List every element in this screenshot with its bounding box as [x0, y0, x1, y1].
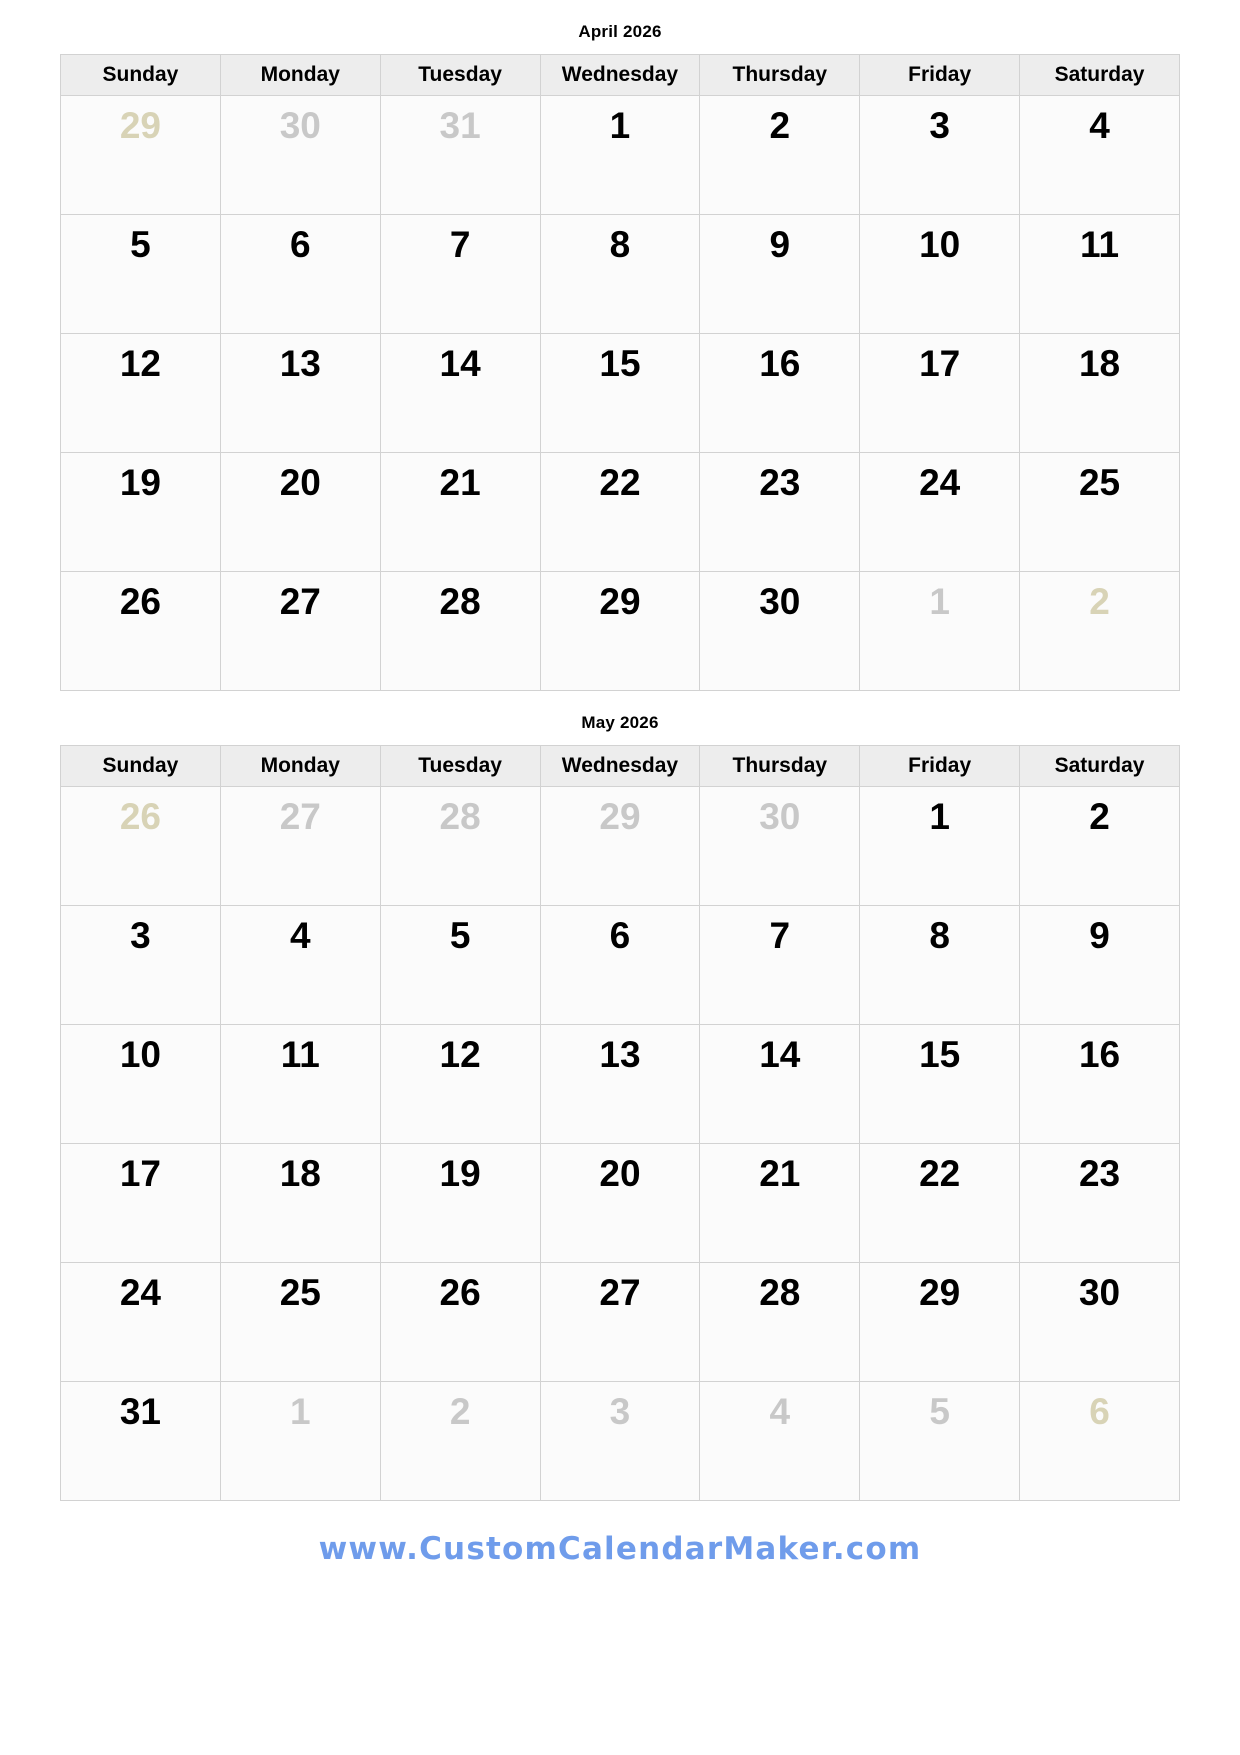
- day-number: 12: [119, 343, 161, 384]
- day-number: 19: [439, 1153, 481, 1194]
- calendar-day-cell[interactable]: [61, 453, 221, 572]
- calendar-day-cell[interactable]: [540, 1144, 700, 1263]
- day-number: 6: [1089, 1391, 1110, 1432]
- month-block-april: [60, 0, 1180, 691]
- calendar-week-row: [61, 572, 1180, 691]
- calendar-day-cell[interactable]: [220, 215, 380, 334]
- calendar-day-cell[interactable]: [700, 906, 860, 1025]
- calendar-day-cell[interactable]: [61, 215, 221, 334]
- calendar-day-cell[interactable]: [540, 1382, 700, 1501]
- day-number: 2: [1089, 796, 1110, 837]
- day-number: 3: [929, 105, 950, 146]
- day-number: 29: [599, 796, 641, 837]
- weekday-header-tuesday: Tuesday: [380, 55, 540, 96]
- calendar-day-cell[interactable]: [220, 1144, 380, 1263]
- weekday-header-thursday: Thursday: [700, 55, 860, 96]
- day-number: 16: [1078, 1034, 1121, 1075]
- calendar-day-cell[interactable]: [700, 572, 860, 691]
- calendar-day-cell[interactable]: [220, 1263, 380, 1382]
- website-link[interactable]: www.CustomCalendarMaker.com: [318, 1531, 922, 1567]
- day-number: 5: [449, 915, 471, 956]
- calendar-day-cell[interactable]: [540, 334, 700, 453]
- calendar-day-cell[interactable]: [61, 906, 221, 1025]
- day-number: 29: [919, 1272, 961, 1313]
- day-number: 2: [769, 105, 791, 146]
- calendar-day-cell[interactable]: [61, 96, 221, 215]
- weekday-header-monday: Monday: [220, 746, 380, 787]
- weekday-header-sunday: Sunday: [61, 746, 221, 787]
- calendar-day-cell[interactable]: [1020, 96, 1180, 215]
- day-number: 8: [609, 224, 631, 265]
- day-number: 23: [1078, 1153, 1121, 1194]
- day-number: 1: [289, 1391, 311, 1432]
- calendar-day-cell[interactable]: [700, 1382, 860, 1501]
- weekday-header-saturday: Saturday: [1020, 746, 1180, 787]
- calendar-day-cell[interactable]: [540, 453, 700, 572]
- day-number: 3: [130, 915, 151, 956]
- calendar-day-cell[interactable]: [1020, 215, 1180, 334]
- calendar-day-cell[interactable]: [380, 96, 540, 215]
- calendar-day-cell[interactable]: [380, 572, 540, 691]
- day-number: 19: [119, 462, 161, 503]
- calendar-week-row: [61, 1382, 1180, 1501]
- day-number: 10: [919, 224, 961, 265]
- calendar-day-cell[interactable]: [700, 1025, 860, 1144]
- day-number: 2: [449, 1391, 471, 1432]
- calendar-day-cell[interactable]: [860, 96, 1020, 215]
- month-block-may: [60, 691, 1180, 1501]
- day-number: 4: [289, 915, 311, 956]
- calendar-week-row: [61, 787, 1180, 906]
- calendar-day-cell[interactable]: [220, 1025, 380, 1144]
- day-number: 20: [279, 462, 321, 503]
- calendar-day-cell[interactable]: [860, 453, 1020, 572]
- calendar-week-row: [61, 96, 1180, 215]
- day-number: 18: [279, 1153, 321, 1194]
- day-number: 30: [759, 581, 801, 622]
- calendar-day-cell[interactable]: [540, 1025, 700, 1144]
- day-number: 8: [929, 915, 950, 956]
- day-number: 17: [919, 343, 961, 384]
- calendar-day-cell[interactable]: [540, 787, 700, 906]
- day-number: 2: [1089, 581, 1110, 622]
- day-number: 4: [1089, 105, 1110, 146]
- calendar-week-row: [61, 906, 1180, 1025]
- calendar-day-cell[interactable]: [380, 1263, 540, 1382]
- calendar-day-cell[interactable]: [1020, 787, 1180, 906]
- day-number: 7: [769, 915, 791, 956]
- calendar-day-cell[interactable]: [540, 906, 700, 1025]
- day-number: 14: [439, 343, 481, 384]
- day-number: 11: [280, 1034, 320, 1075]
- day-number: 5: [130, 224, 151, 265]
- calendar-week-row: [61, 1144, 1180, 1263]
- day-number: 26: [439, 1272, 481, 1313]
- day-number: 11: [1079, 224, 1120, 265]
- calendar-day-cell[interactable]: [220, 334, 380, 453]
- day-number: 14: [759, 1034, 801, 1075]
- calendar-day-cell[interactable]: [540, 572, 700, 691]
- calendar-day-cell[interactable]: [220, 906, 380, 1025]
- day-number: 30: [759, 796, 801, 837]
- day-number: 15: [919, 1034, 961, 1075]
- calendar-day-cell[interactable]: [220, 787, 380, 906]
- weekday-header-row: [61, 55, 1180, 96]
- calendar-day-cell[interactable]: [860, 572, 1020, 691]
- calendar-week-row: [61, 334, 1180, 453]
- calendar-day-cell[interactable]: [700, 215, 860, 334]
- day-number: 27: [599, 1272, 641, 1313]
- weekday-header-sunday: Sunday: [61, 55, 221, 96]
- calendar-day-cell[interactable]: [700, 453, 860, 572]
- day-number: 31: [119, 1391, 161, 1432]
- day-number: 27: [279, 796, 321, 837]
- calendar-day-cell[interactable]: [380, 787, 540, 906]
- day-number: 16: [759, 343, 801, 384]
- calendar-week-row: [61, 453, 1180, 572]
- calendar-day-cell[interactable]: [61, 1144, 221, 1263]
- day-number: 9: [1089, 915, 1110, 956]
- calendar-day-cell[interactable]: [700, 334, 860, 453]
- day-number: 6: [609, 915, 631, 956]
- calendar-day-cell[interactable]: [540, 215, 700, 334]
- calendar-day-cell[interactable]: [1020, 1025, 1180, 1144]
- calendar-day-cell[interactable]: [700, 787, 860, 906]
- calendar-day-cell[interactable]: [380, 453, 540, 572]
- day-number: 3: [609, 1391, 631, 1432]
- calendar-week-row: [61, 1263, 1180, 1382]
- calendar-day-cell[interactable]: [380, 906, 540, 1025]
- calendar-day-cell[interactable]: [61, 1382, 221, 1501]
- day-number: 25: [279, 1272, 321, 1313]
- calendar-body-may: [61, 787, 1180, 1501]
- calendar-day-cell[interactable]: [860, 1263, 1020, 1382]
- calendar-day-cell[interactable]: [61, 1263, 221, 1382]
- day-number: 10: [119, 1034, 161, 1075]
- calendar-day-cell[interactable]: [1020, 572, 1180, 691]
- day-number: 30: [1078, 1272, 1121, 1313]
- calendar-body-april: [61, 96, 1180, 691]
- calendar-day-cell[interactable]: [860, 1382, 1020, 1501]
- calendar-day-cell[interactable]: [540, 96, 700, 215]
- day-number: 22: [599, 462, 641, 503]
- calendar-day-cell[interactable]: [220, 453, 380, 572]
- day-number: 30: [279, 105, 321, 146]
- calendar-day-cell[interactable]: [220, 1382, 380, 1501]
- calendar-day-cell[interactable]: [220, 572, 380, 691]
- calendar-day-cell[interactable]: [1020, 1144, 1180, 1263]
- calendar-day-cell[interactable]: [380, 1382, 540, 1501]
- month-title: April 2026: [578, 22, 662, 41]
- weekday-header-saturday: Saturday: [1020, 55, 1180, 96]
- day-number: 1: [609, 105, 631, 146]
- calendar-day-cell[interactable]: [700, 96, 860, 215]
- calendar-day-cell[interactable]: [860, 1144, 1020, 1263]
- day-number: 24: [919, 462, 961, 503]
- day-number: 12: [439, 1034, 481, 1075]
- calendar-day-cell[interactable]: [860, 215, 1020, 334]
- day-number: 25: [1078, 462, 1121, 503]
- calendar-day-cell[interactable]: [61, 572, 221, 691]
- weekday-header-wednesday: Wednesday: [540, 55, 700, 96]
- day-number: 29: [599, 581, 641, 622]
- day-number: 31: [439, 105, 481, 146]
- calendar-day-cell[interactable]: [61, 334, 221, 453]
- day-number: 4: [769, 1391, 791, 1432]
- day-number: 13: [599, 1034, 641, 1075]
- calendar-day-cell[interactable]: [380, 334, 540, 453]
- calendar-day-cell[interactable]: [61, 787, 221, 906]
- calendar-day-cell[interactable]: [700, 1263, 860, 1382]
- weekday-header-thursday: Thursday: [700, 746, 860, 787]
- calendar-week-row: [61, 215, 1180, 334]
- calendar-day-cell[interactable]: [540, 1263, 700, 1382]
- day-number: 28: [759, 1272, 801, 1313]
- weekday-header-monday: Monday: [220, 55, 380, 96]
- calendar-day-cell[interactable]: [1020, 334, 1180, 453]
- month-title: May 2026: [581, 713, 659, 732]
- day-number: 23: [759, 462, 801, 503]
- calendar-day-cell[interactable]: [700, 1144, 860, 1263]
- calendar-day-cell[interactable]: [380, 1144, 540, 1263]
- day-number: 7: [449, 224, 471, 265]
- day-number: 27: [279, 581, 321, 622]
- day-number: 1: [929, 581, 950, 622]
- day-number: 15: [599, 343, 641, 384]
- calendar-day-cell[interactable]: [1020, 906, 1180, 1025]
- day-number: 28: [439, 796, 481, 837]
- calendar-day-cell[interactable]: [380, 215, 540, 334]
- day-number: 24: [119, 1272, 161, 1313]
- calendar-day-cell[interactable]: [1020, 1382, 1180, 1501]
- day-number: 21: [439, 462, 481, 503]
- day-number: 28: [439, 581, 481, 622]
- day-number: 22: [919, 1153, 961, 1194]
- calendar-day-cell[interactable]: [860, 906, 1020, 1025]
- day-number: 21: [759, 1153, 801, 1194]
- day-number: 1: [929, 796, 950, 837]
- calendar-day-cell[interactable]: [860, 334, 1020, 453]
- calendar-day-cell[interactable]: [860, 1025, 1020, 1144]
- footer: [40, 1531, 1200, 1567]
- calendar-day-cell[interactable]: [380, 1025, 540, 1144]
- weekday-header-row: [61, 746, 1180, 787]
- day-number: 18: [1078, 343, 1121, 384]
- day-number: 26: [119, 581, 161, 622]
- day-number: 13: [279, 343, 321, 384]
- calendar-table-may: [60, 745, 1180, 1501]
- weekday-header-tuesday: Tuesday: [380, 746, 540, 787]
- day-number: 20: [599, 1153, 641, 1194]
- calendar-day-cell[interactable]: [860, 787, 1020, 906]
- calendar-day-cell[interactable]: [1020, 1263, 1180, 1382]
- calendar-week-row: [61, 1025, 1180, 1144]
- day-number: 29: [119, 105, 161, 146]
- calendar-day-cell[interactable]: [220, 96, 380, 215]
- day-number: 17: [119, 1153, 161, 1194]
- day-number: 26: [119, 796, 161, 837]
- calendar-table-april: [60, 54, 1180, 691]
- calendar-day-cell[interactable]: [61, 1025, 221, 1144]
- calendar-day-cell[interactable]: [1020, 453, 1180, 572]
- day-number: 6: [289, 224, 311, 265]
- weekday-header-friday: Friday: [860, 55, 1020, 96]
- day-number: 5: [929, 1391, 950, 1432]
- weekday-header-wednesday: Wednesday: [540, 746, 700, 787]
- weekday-header-friday: Friday: [860, 746, 1020, 787]
- day-number: 9: [769, 224, 791, 265]
